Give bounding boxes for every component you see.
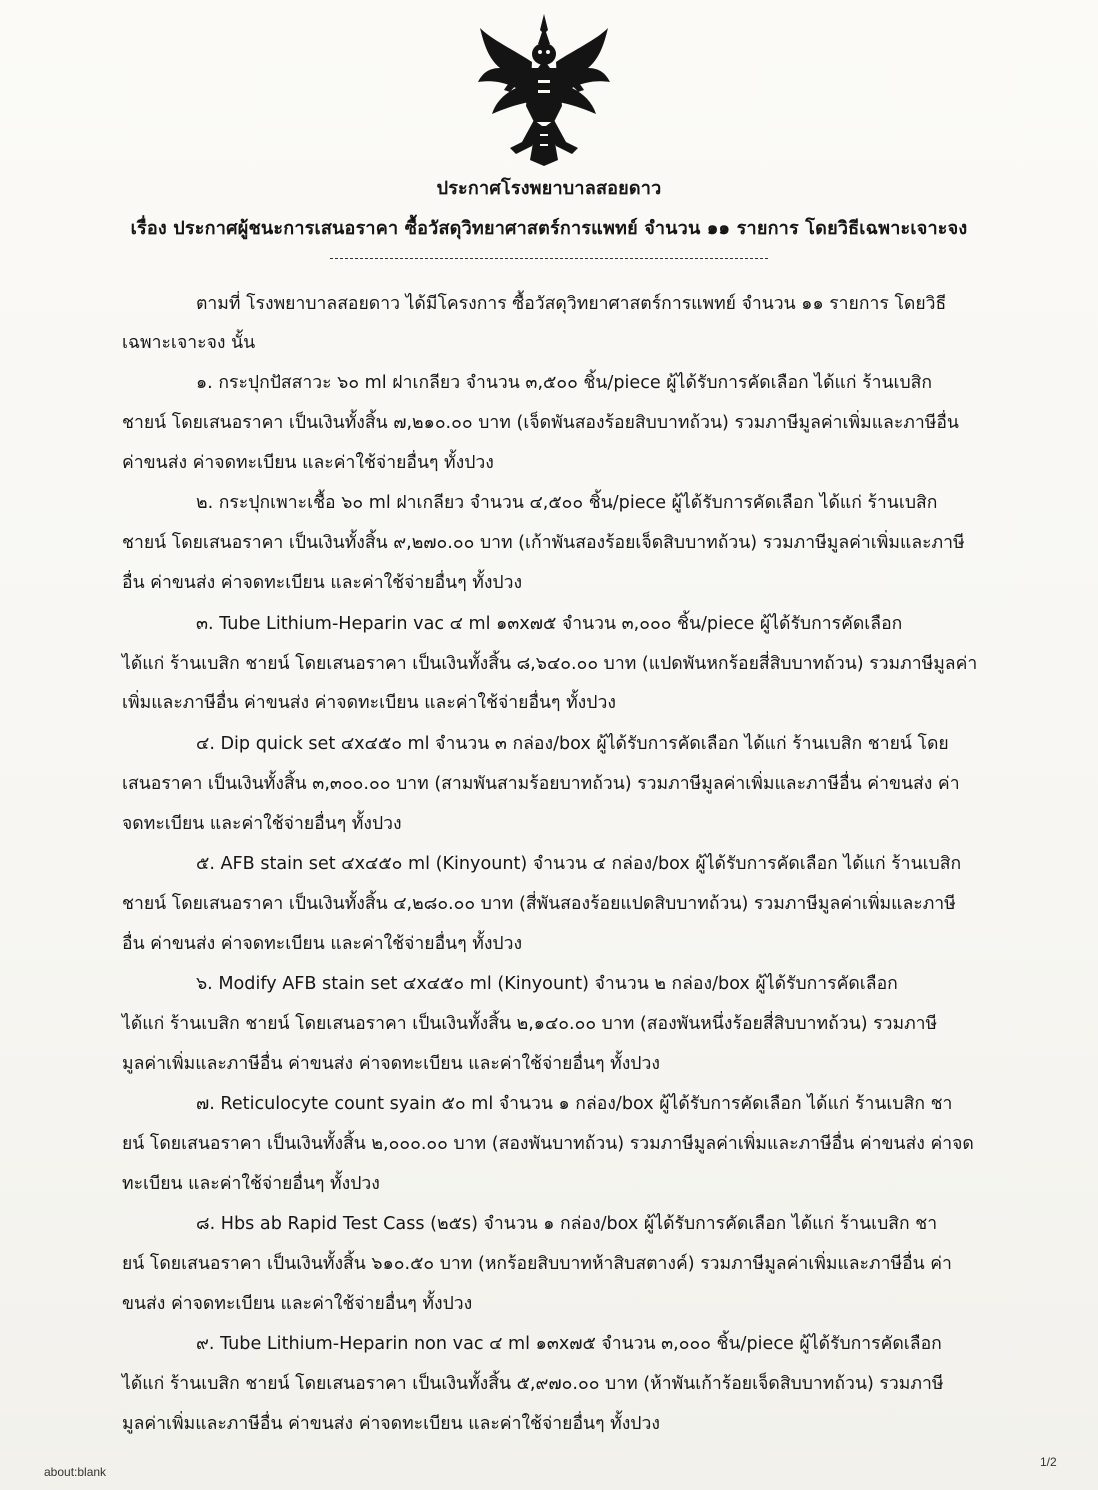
item-1-line-1: ๑. กระปุกปัสสาวะ ๖๐ ml ฝาเกลียว จำนวน ๓,๕๐๐ ชิ้น/piece ผู้ได้รับการคัดเลือก ได้แก่ ร้านเบสิก — [196, 373, 933, 393]
body-line: ตามที่ โรงพยาบาลสอยดาว ได้มีโครงการ ซื้อวัสดุวิทยาศาสตร์การแพทย์ จำนวน ๑๑ รายการ โดยวิธี — [196, 294, 947, 314]
body-line: เฉพาะเจาะจง นั้น — [122, 333, 256, 353]
item-2-line-3: อื่น ค่าขนส่ง ค่าจดทะเบียน และค่าใช้จ่ายอื่นๆ ทั้งปวง — [122, 573, 523, 593]
item-7-line-3: ทะเบียน และค่าใช้จ่ายอื่นๆ ทั้งปวง — [122, 1174, 380, 1194]
document-title: ประกาศโรงพยาบาลสอยดาว — [436, 178, 662, 199]
document-subject: เรื่อง ประกาศผู้ชนะการเสนอราคา ซื้อวัสดุวิทยาศาสตร์การแพทย์ จำนวน ๑๑ รายการ โดยวิธีเฉพาะเจาะจง — [130, 218, 968, 239]
item-8-line-1: ๘. Hbs ab Rapid Test Cass (๒๕s) จำนวน ๑ กล่อง/box ผู้ได้รับการคัดเลือก ได้แก่ ร้านเบสิก ชา — [196, 1214, 938, 1234]
separator-text — [330, 250, 768, 263]
item-3-line-3: เพิ่มและภาษีอื่น ค่าขนส่ง ค่าจดทะเบียน และค่าใช้จ่ายอื่นๆ ทั้งปวง — [122, 693, 616, 713]
item-2-line-1: ๒. กระปุกเพาะเชื้อ ๖๐ ml ฝาเกลียว จำนวน ๔,๕๐๐ ชิ้น/piece ผู้ได้รับการคัดเลือก ได้แก่ ร้านเบสิก — [196, 493, 938, 513]
item-9-line-3: มูลค่าเพิ่มและภาษีอื่น ค่าขนส่ง ค่าจดทะเบียน และค่าใช้จ่ายอื่นๆ ทั้งปวง — [122, 1414, 660, 1434]
item-6-line-3: มูลค่าเพิ่มและภาษีอื่น ค่าขนส่ง ค่าจดทะเบียน และค่าใช้จ่ายอื่นๆ ทั้งปวง — [122, 1054, 660, 1074]
item-4-line-3: จดทะเบียน และค่าใช้จ่ายอื่นๆ ทั้งปวง — [122, 814, 402, 834]
title-separator — [330, 258, 768, 259]
footer-url: about:blank — [44, 1465, 107, 1479]
item-6-line-2: ได้แก่ ร้านเบสิก ชายน์ โดยเสนอราคา เป็นเงินทั้งสิ้น ๒,๑๔๐.๐๐ บาท (สองพันหนึ่งร้อยสี่สิบบาทถ้วน) รวมภาษี — [122, 1014, 938, 1034]
item-9-line-1: ๙. Tube Lithium-Heparin non vac ๔ ml ๑๓x๗๕ จำนวน ๓,๐๐๐ ชิ้น/piece ผู้ได้รับการคัดเลือก — [196, 1334, 942, 1354]
footer-page-number: 1/2 — [1040, 1455, 1057, 1469]
item-1-line-2: ชายน์ โดยเสนอราคา เป็นเงินทั้งสิ้น ๗,๒๑๐.๐๐ บาท (เจ็ดพันสองร้อยสิบบาทถ้วน) รวมภาษีมูลค่าเพิ่มและภาษีอื่น — [122, 413, 959, 433]
item-7-line-1: ๗. Reticulocyte count syain ๕๐ ml จำนวน ๑ กล่อง/box ผู้ได้รับการคัดเลือก ได้แก่ ร้านเบสิก ชา — [196, 1094, 953, 1114]
garuda-emblem-icon — [474, 10, 614, 170]
item-9-line-2: ได้แก่ ร้านเบสิก ชายน์ โดยเสนอราคา เป็นเงินทั้งสิ้น ๕,๙๗๐.๐๐ บาท (ห้าพันเก้าร้อยเจ็ดสิบบาทถ้วน) รวมภาษี — [122, 1374, 944, 1394]
item-3-line-1: ๓. Tube Lithium-Heparin vac ๔ ml ๑๓x๗๕ จำนวน ๓,๐๐๐ ชิ้น/piece ผู้ได้รับการคัดเลือก — [196, 614, 903, 634]
item-6-line-1: ๖. Modify AFB stain set ๔x๔๕๐ ml (Kinyount) จำนวน ๒ กล่อง/box ผู้ได้รับการคัดเลือก — [196, 974, 898, 994]
item-8-line-3: ขนส่ง ค่าจดทะเบียน และค่าใช้จ่ายอื่นๆ ทั้งปวง — [122, 1294, 473, 1314]
item-5-line-3: อื่น ค่าขนส่ง ค่าจดทะเบียน และค่าใช้จ่ายอื่นๆ ทั้งปวง — [122, 934, 523, 954]
item-3-line-2: ได้แก่ ร้านเบสิก ชายน์ โดยเสนอราคา เป็นเงินทั้งสิ้น ๘,๖๔๐.๐๐ บาท (แปดพันหกร้อยสี่สิบบาทถ้วน) รวมภาษีมูลค่า — [122, 654, 978, 674]
item-4-line-2: เสนอราคา เป็นเงินทั้งสิ้น ๓,๓๐๐.๐๐ บาท (สามพันสามร้อยบาทถ้วน) รวมภาษีมูลค่าเพิ่มและภาษีอื่น ค่าขนส่ง ค่า — [122, 774, 960, 794]
item-7-line-2: ยน์ โดยเสนอราคา เป็นเงินทั้งสิ้น ๒,๐๐๐.๐๐ บาท (สองพันบาทถ้วน) รวมภาษีมูลค่าเพิ่มและภาษีอื่น ค่าขนส่ง ค่าจด — [122, 1134, 974, 1154]
item-4-line-1: ๔. Dip quick set ๔x๔๕๐ ml จำนวน ๓ กล่อง/box ผู้ได้รับการคัดเลือก ได้แก่ ร้านเบสิก ชายน์ โดย — [196, 734, 949, 754]
item-5-line-2: ชายน์ โดยเสนอราคา เป็นเงินทั้งสิ้น ๔,๒๘๐.๐๐ บาท (สี่พันสองร้อยแปดสิบบาทถ้วน) รวมภาษีมูลค่าเพิ่มและภาษี — [122, 894, 956, 914]
item-2-line-2: ชายน์ โดยเสนอราคา เป็นเงินทั้งสิ้น ๙,๒๗๐.๐๐ บาท (เก้าพันสองร้อยเจ็ดสิบบาทถ้วน) รวมภาษีมูลค่าเพิ่มและภาษี — [122, 533, 965, 553]
item-8-line-2: ยน์ โดยเสนอราคา เป็นเงินทั้งสิ้น ๖๑๐.๕๐ บาท (หกร้อยสิบบาทห้าสิบสตางค์) รวมภาษีมูลค่าเพิ่มและภาษีอื่น ค่า — [122, 1254, 952, 1274]
item-1-line-3: ค่าขนส่ง ค่าจดทะเบียน และค่าใช้จ่ายอื่นๆ ทั้งปวง — [122, 453, 494, 473]
item-5-line-1: ๕. AFB stain set ๔x๔๕๐ ml (Kinyount) จำนวน ๔ กล่อง/box ผู้ได้รับการคัดเลือก ได้แก่ ร้านเบสิก — [196, 854, 962, 874]
